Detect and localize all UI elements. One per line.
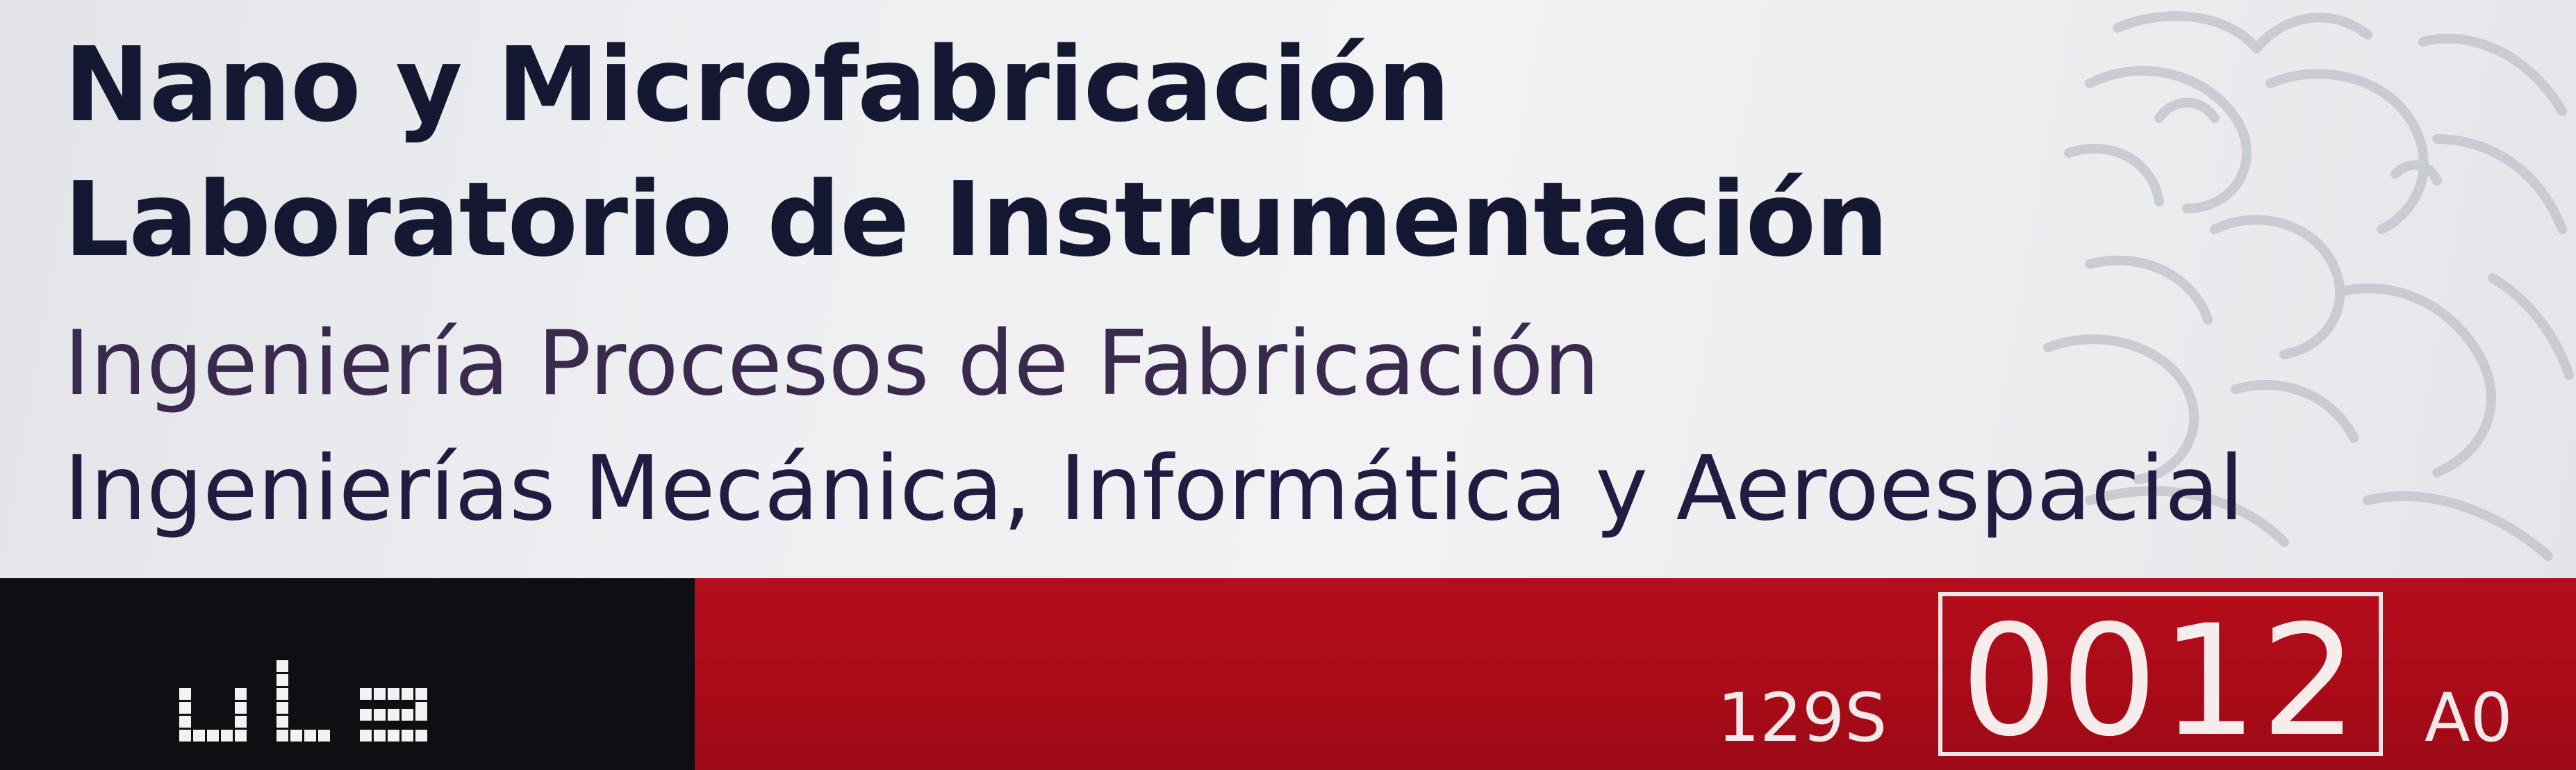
sign-title-line-1: Nano y Microfabricación bbox=[64, 25, 1450, 145]
sign-subtitle-line-2: Ingenierías Mecánica, Informática y Aeroespacial bbox=[64, 437, 2244, 541]
room-number-box bbox=[1938, 592, 2383, 770]
sign-subtitle-line-1: Ingeniería Procesos de Fabricación bbox=[64, 312, 1600, 416]
ule-logo-icon bbox=[179, 660, 485, 751]
room-number: 0012 bbox=[1960, 592, 2361, 770]
sign-title-line-2: Laboratorio de Instrumentación bbox=[64, 160, 1888, 279]
room-code: 129S bbox=[1717, 679, 1888, 757]
room-suffix: A0 bbox=[2425, 679, 2513, 757]
